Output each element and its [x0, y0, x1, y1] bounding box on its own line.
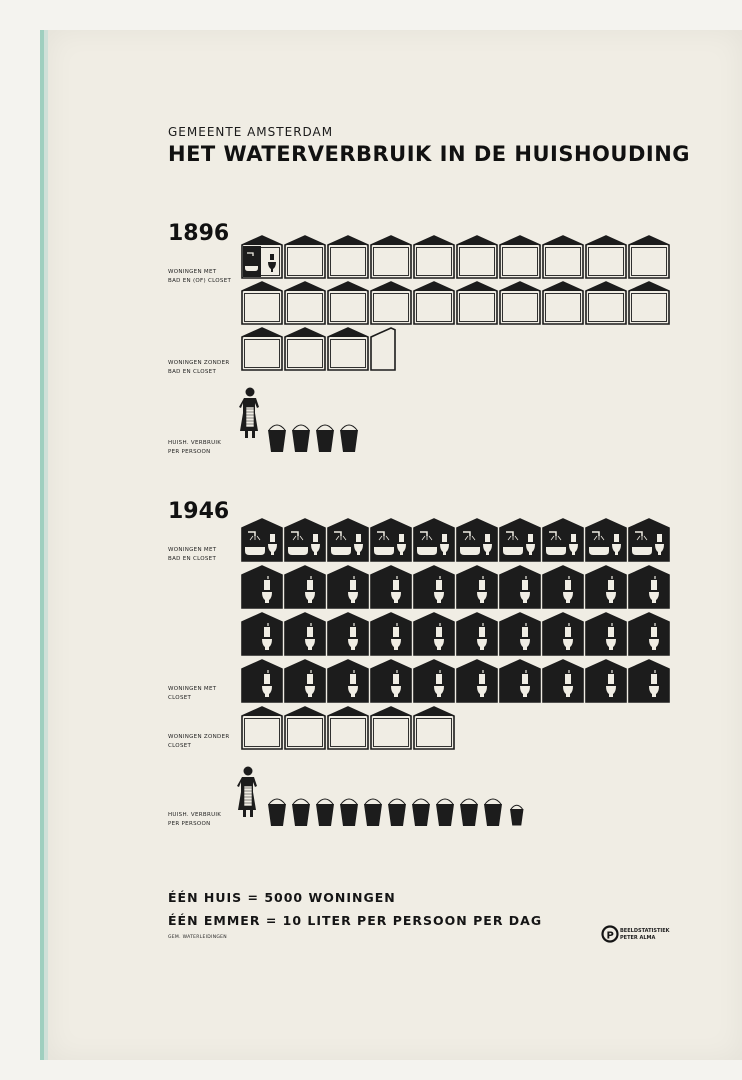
y1896-house-1-7: [586, 236, 626, 278]
legend-house-unit: ÉÉN HUIS = 5000 WONINGEN: [168, 890, 396, 905]
y1946-bucket-9: [484, 799, 502, 826]
y1946-house-1-20: [242, 660, 282, 702]
chart-title: HET WATERVERBRUIK IN DE HUISHOUDING: [168, 142, 691, 166]
y1946-house-0-4: [414, 519, 454, 561]
y1946-house-1-9: [629, 566, 669, 608]
y1946-bucket-0: [268, 799, 286, 826]
y1946-house-0-0: [242, 519, 282, 561]
y1896-house-1-12: [371, 282, 411, 324]
y1896-house-1-8: [629, 236, 669, 278]
y1946-bucket-2: [316, 799, 334, 826]
y1946-bucket-4: [364, 799, 382, 826]
y1946-house-0-5: [457, 519, 497, 561]
y1896-house-1-4: [457, 236, 497, 278]
y1896-house-1-3: [414, 236, 454, 278]
year-label-1896: 1896: [168, 221, 230, 246]
y1896-house-1-2: [371, 236, 411, 278]
y1946-house-1-7: [543, 566, 583, 608]
y1946-house-1-25: [457, 660, 497, 702]
y1896-house-1-15: [500, 282, 540, 324]
y1946-house-0-9: [629, 519, 669, 561]
y1896-house-1-9: [242, 282, 282, 324]
y1896-house-1-19: [242, 328, 282, 370]
y1896-bucket-2: [316, 425, 334, 452]
label-1896-with-bath-1: WONINGEN MET: [168, 269, 217, 275]
label-1946-closet-1: WONINGEN MET: [168, 686, 217, 692]
y1896-house-1-1: [328, 236, 368, 278]
person-1946-icon: [237, 767, 257, 818]
y1896-bucket-0: [268, 425, 286, 452]
y1946-bucket-part: [510, 805, 524, 825]
y1946-house-0-8: [586, 519, 626, 561]
credit-line-1: BEELDSTATISTIEK: [620, 928, 670, 934]
y1946-house-1-4: [414, 566, 454, 608]
y1946-house-1-12: [328, 613, 368, 655]
label-1946-bath-closet-2: BAD EN CLOSET: [168, 556, 217, 562]
credit-logo: [603, 927, 671, 942]
label-1946-consumption-2: PER PERSOON: [168, 821, 211, 827]
chart-header: GEMEENTE AMSTERDAM: [168, 125, 334, 139]
y1896-house-1-14: [457, 282, 497, 324]
y1946-house-1-17: [543, 613, 583, 655]
y1946-house-0-6: [500, 519, 540, 561]
y1946-house-2-1: [285, 707, 325, 749]
y1946-house-0-1: [285, 519, 325, 561]
source-label: GEM. WATERLEIDINGEN: [168, 935, 227, 940]
y1946-house-0-3: [371, 519, 411, 561]
person-1896-icon: [239, 388, 259, 439]
y1946-house-1-0: [242, 566, 282, 608]
y1946-house-2-4: [414, 707, 454, 749]
y1946-house-1-22: [328, 660, 368, 702]
y1896-house-1-6: [543, 236, 583, 278]
y1946-house-1-2: [328, 566, 368, 608]
y1896-house-1-5: [500, 236, 540, 278]
y1946-house-1-10: [242, 613, 282, 655]
y1896-house-1-0: [285, 236, 325, 278]
y1946-house-1-13: [371, 613, 411, 655]
y1946-bucket-6: [412, 799, 430, 826]
label-1896-consumption-2: PER PERSOON: [168, 449, 211, 455]
legend-bucket-unit: ÉÉN EMMER = 10 LITER PER PERSOON PER DAG: [168, 913, 543, 928]
y1946-house-2-3: [371, 707, 411, 749]
y1946-house-1-26: [500, 660, 540, 702]
y1946-house-1-11: [285, 613, 325, 655]
y1896-house-1-22: [371, 328, 395, 370]
y1896-house-1-11: [328, 282, 368, 324]
y1946-house-2-2: [328, 707, 368, 749]
y1946-bucket-7: [436, 799, 454, 826]
chart-marks: [237, 236, 669, 826]
y1946-house-1-8: [586, 566, 626, 608]
y1896-house-1-16: [543, 282, 583, 324]
y1946-house-2-0: [242, 707, 282, 749]
label-1946-bath-closet-1: WONINGEN MET: [168, 547, 217, 553]
label-1946-without-1: WONINGEN ZONDER: [168, 734, 230, 740]
svg-text:P: P: [606, 930, 614, 942]
credit-line-2: PETER ALMA: [620, 935, 656, 941]
label-1946-closet-2: CLOSET: [168, 695, 192, 701]
y1896-house-1-18: [629, 282, 669, 324]
y1946-house-1-14: [414, 613, 454, 655]
label-1896-with-bath-2: BAD EN (OF) CLOSET: [168, 278, 232, 284]
y1946-bucket-1: [292, 799, 310, 826]
y1896-bucket-1: [292, 425, 310, 452]
y1946-house-1-18: [586, 613, 626, 655]
y1896-bucket-3: [340, 425, 358, 452]
y1896-house-1-13: [414, 282, 454, 324]
y1946-bucket-3: [340, 799, 358, 826]
y1946-house-0-7: [543, 519, 583, 561]
y1946-house-1-16: [500, 613, 540, 655]
y1896-house-1-10: [285, 282, 325, 324]
y1946-house-1-21: [285, 660, 325, 702]
label-1896-without-2: BAD EN CLOSET: [168, 369, 217, 375]
label-1896-consumption-1: HUISH. VERBRUIK: [168, 440, 222, 446]
y1946-house-1-19: [629, 613, 669, 655]
y1946-house-1-23: [371, 660, 411, 702]
label-1946-consumption-1: HUISH. VERBRUIK: [168, 812, 222, 818]
y1946-house-1-6: [500, 566, 540, 608]
y1946-house-1-1: [285, 566, 325, 608]
label-1896-without-1: WONINGEN ZONDER: [168, 360, 230, 366]
y1946-house-1-24: [414, 660, 454, 702]
y1896-house-1-21: [328, 328, 368, 370]
y1896-house-1-17: [586, 282, 626, 324]
y1946-house-0-2: [328, 519, 368, 561]
y1946-house-1-28: [586, 660, 626, 702]
y1946-house-1-5: [457, 566, 497, 608]
y1946-house-1-27: [543, 660, 583, 702]
y1896-house-0-0: [242, 236, 282, 278]
label-1946-without-2: CLOSET: [168, 743, 192, 749]
y1946-house-1-15: [457, 613, 497, 655]
y1896-house-1-20: [285, 328, 325, 370]
y1946-bucket-8: [460, 799, 478, 826]
y1946-bucket-5: [388, 799, 406, 826]
y1946-house-1-3: [371, 566, 411, 608]
y1946-house-1-29: [629, 660, 669, 702]
year-label-1946: 1946: [168, 499, 230, 524]
